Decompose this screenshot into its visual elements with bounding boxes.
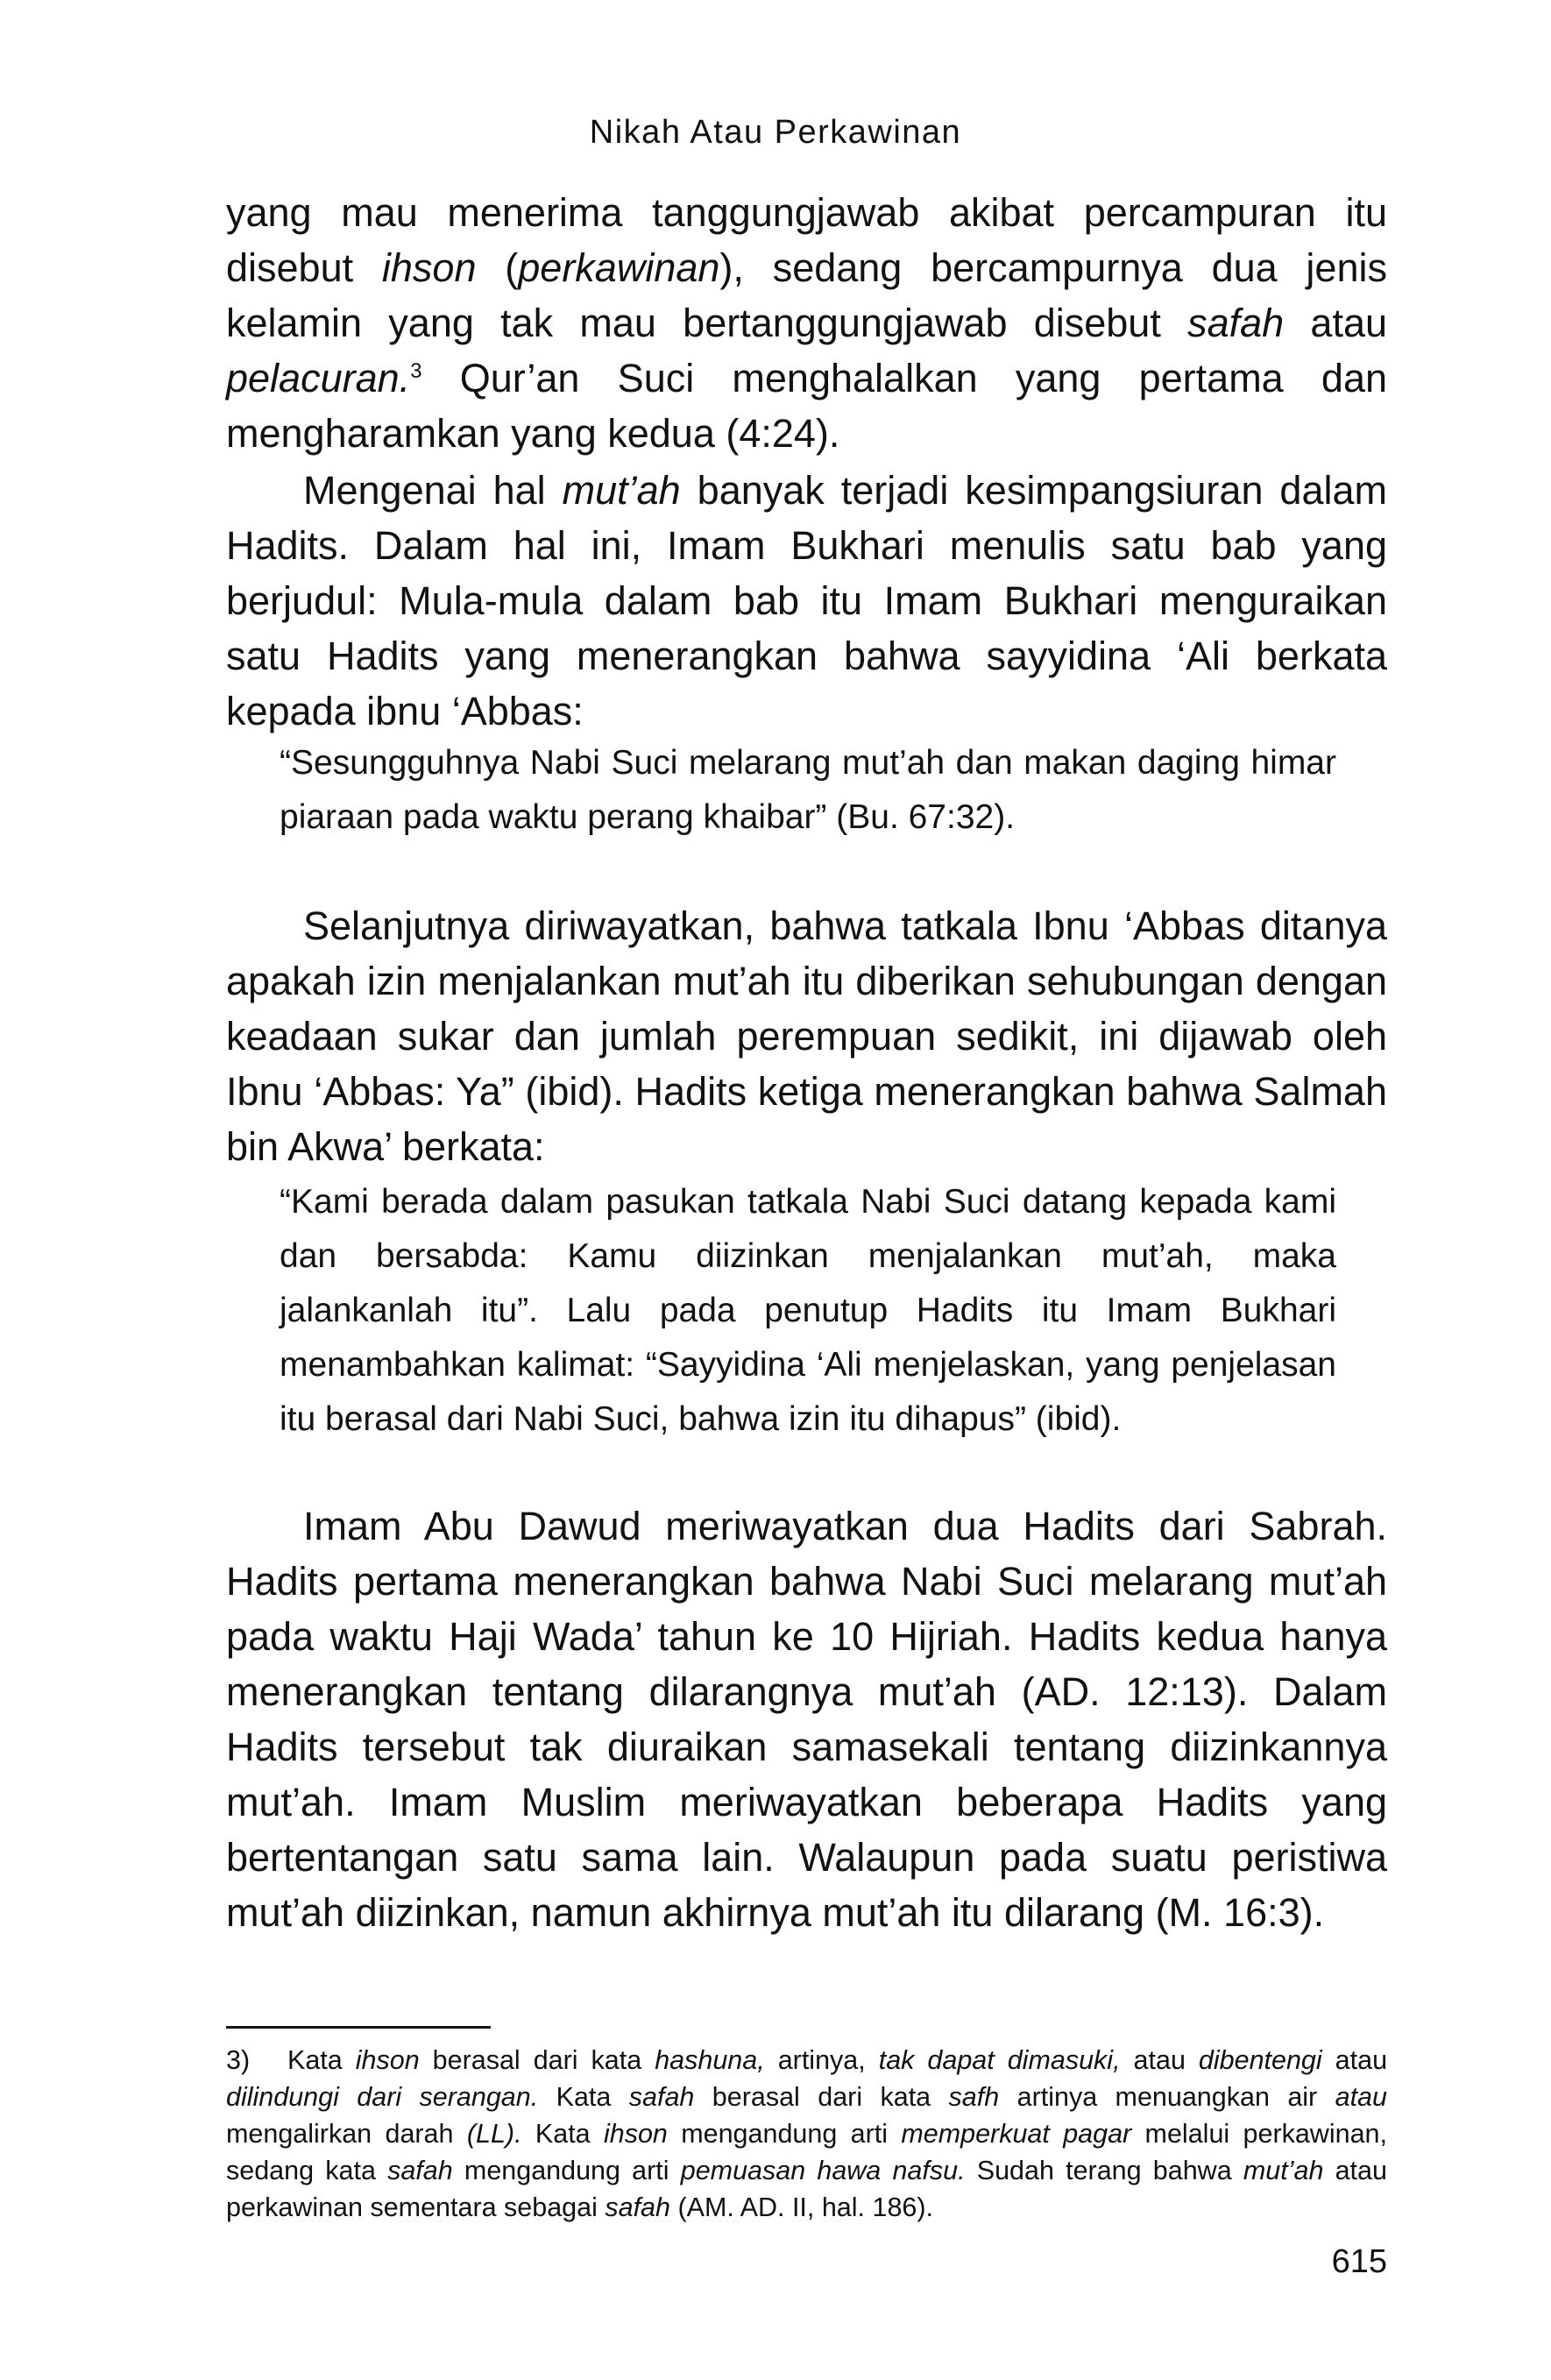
paragraph-1 (226, 185, 1387, 461)
italic-term: safah (605, 2192, 670, 2222)
block-quote-1: “Sesungguhnya Nabi Suci melarang mut’ah dan makan daging himar piaraan pada waktu perang khaibar” (Bu. 67:32). (280, 744, 1336, 836)
italic-term: ihson (603, 2119, 668, 2149)
text-run: atau perkawinan sementara sebagai (226, 2156, 1387, 2222)
paragraph-4 (226, 1498, 1387, 1940)
text-run: ( (476, 245, 519, 290)
italic-term: safah (387, 2156, 453, 2185)
italic-term: ihson (355, 2045, 420, 2075)
page-number: 615 (1331, 2243, 1387, 2280)
paragraph-4-text: Imam Abu Dawud meriwayatkan dua Hadits dari Sabrah. Hadits pertama menerangkan bahwa Nabi Suci melarang mut’ah pada waktu Haji Wada’ tahun ke 10 Hijriah. Hadits kedua hanya menerangkan tentang dilarangnya mut’ah (AD. 12:13). Dalam Hadits tersebut tak diuraikan samasekali tentang diizinkannya mut’ah. Imam Muslim meriwayatkan beberapa Hadits yang bertentangan satu sama lain. Walaupun pada suatu peristiwa mut’ah diizinkan, namun akhirnya mut’ah itu dilarang (M. 16:3). (226, 1504, 1387, 1935)
italic-term: pemuasan hawa nafsu. (680, 2156, 966, 2185)
text-run: Kata (287, 2045, 356, 2075)
text-run: Sudah terang bahwa (965, 2156, 1243, 2185)
paragraph-3-text: Selanjutnya diriwayatkan, bahwa tatkala Ibnu ‘Abbas ditanya apakah izin menjalankan mut’ah itu diberikan sehubungan dengan keadaan sukar dan jumlah perempuan sedikit, ini dijawab oleh Ibnu ‘Abbas: Ya” (ibid). Hadits ketiga menerangkan bahwa Salmah bin Akwa’ berkata: (226, 903, 1387, 1169)
text-run: artinya menuangkan air (999, 2082, 1335, 2112)
text-run: mengandung arti (667, 2119, 902, 2149)
text-run: atau (1321, 2045, 1388, 2075)
text-run: Mengenai hal (303, 468, 563, 513)
italic-term: dibentengi (1198, 2045, 1322, 2075)
italic-term: safh (948, 2082, 1000, 2112)
italic-term: (LL). (466, 2119, 522, 2149)
footnote-ref[interactable]: 3 (410, 359, 422, 383)
italic-term: atau (1335, 2082, 1387, 2112)
italic-term: hashuna, (655, 2045, 765, 2075)
italic-term: mut’ah (1243, 2156, 1324, 2185)
footnote-3 (226, 2042, 1387, 2226)
italic-term: mut’ah (562, 468, 681, 513)
text-run: Kata (521, 2119, 604, 2149)
text-run: melalui perkawinan, sedang kata (226, 2119, 1387, 2185)
italic-term: safah (628, 2082, 695, 2112)
text-run: atau (1284, 301, 1387, 345)
text-run: berasal dari kata (694, 2082, 949, 2112)
footnote-marker: 3) (226, 2045, 251, 2075)
paragraph-2 (226, 463, 1387, 739)
text-run: mengalirkan darah (226, 2119, 467, 2149)
italic-term: dilindungi dari serangan. (226, 2082, 539, 2112)
italic-term: safah (1187, 301, 1285, 345)
text-run: yang mau menerima tanggungjawab akibat percampuran itu disebut (226, 190, 1387, 290)
text-run: (AM. AD. II, hal. 186). (669, 2192, 934, 2222)
text-run: Qur’an Suci menghalalkan yang pertama dan mengharamkan yang kedua (4:24). (226, 356, 1387, 456)
italic-term: pelacuran. (226, 356, 411, 400)
text-run: Kata (538, 2082, 629, 2112)
text-run: atau (1120, 2045, 1199, 2075)
text-run: ), sedang bercampurnya dua jenis kelamin yang tak mau bertanggungjawab disebut (226, 245, 1387, 345)
block-quote-2: “Kami berada dalam pasukan tatkala Nabi Suci datang kepada kami dan bersabda: Kamu diizinkan menjalankan mut’ah, maka jalankanlah itu”. Lalu pada penutup Hadits itu Imam Bukhari menambahkan kalimat: “Sayyidina ‘Ali menjelaskan, yang penjelasan itu berasal dari Nabi Suci, bahwa izin itu dihapus” (ibid). (280, 1183, 1336, 1438)
italic-term: memperkuat pagar (901, 2119, 1132, 2149)
text-run: mengandung arti (452, 2156, 681, 2185)
paragraph-3 (226, 898, 1387, 1174)
text-run: berasal dari kata (419, 2045, 655, 2075)
running-head: Nikah Atau Perkawinan (589, 114, 962, 151)
italic-term: tak dapat dimasuki, (878, 2045, 1121, 2075)
italic-term: ihson (381, 245, 477, 290)
text-run: artinya, (764, 2045, 879, 2075)
footnote-divider (226, 2026, 491, 2029)
italic-term: perkawinan (518, 245, 720, 290)
text-run: banyak terjadi kesimpangsiuran dalam Hadits. Dalam hal ini, Imam Bukhari menulis satu bab yang berjudul: Mula-mula dalam bab itu Imam Bukhari menguraikan satu Hadits yang menerangkan bahwa sayyidina ‘Ali berkata kepada ibnu ‘Abbas: (226, 468, 1387, 733)
